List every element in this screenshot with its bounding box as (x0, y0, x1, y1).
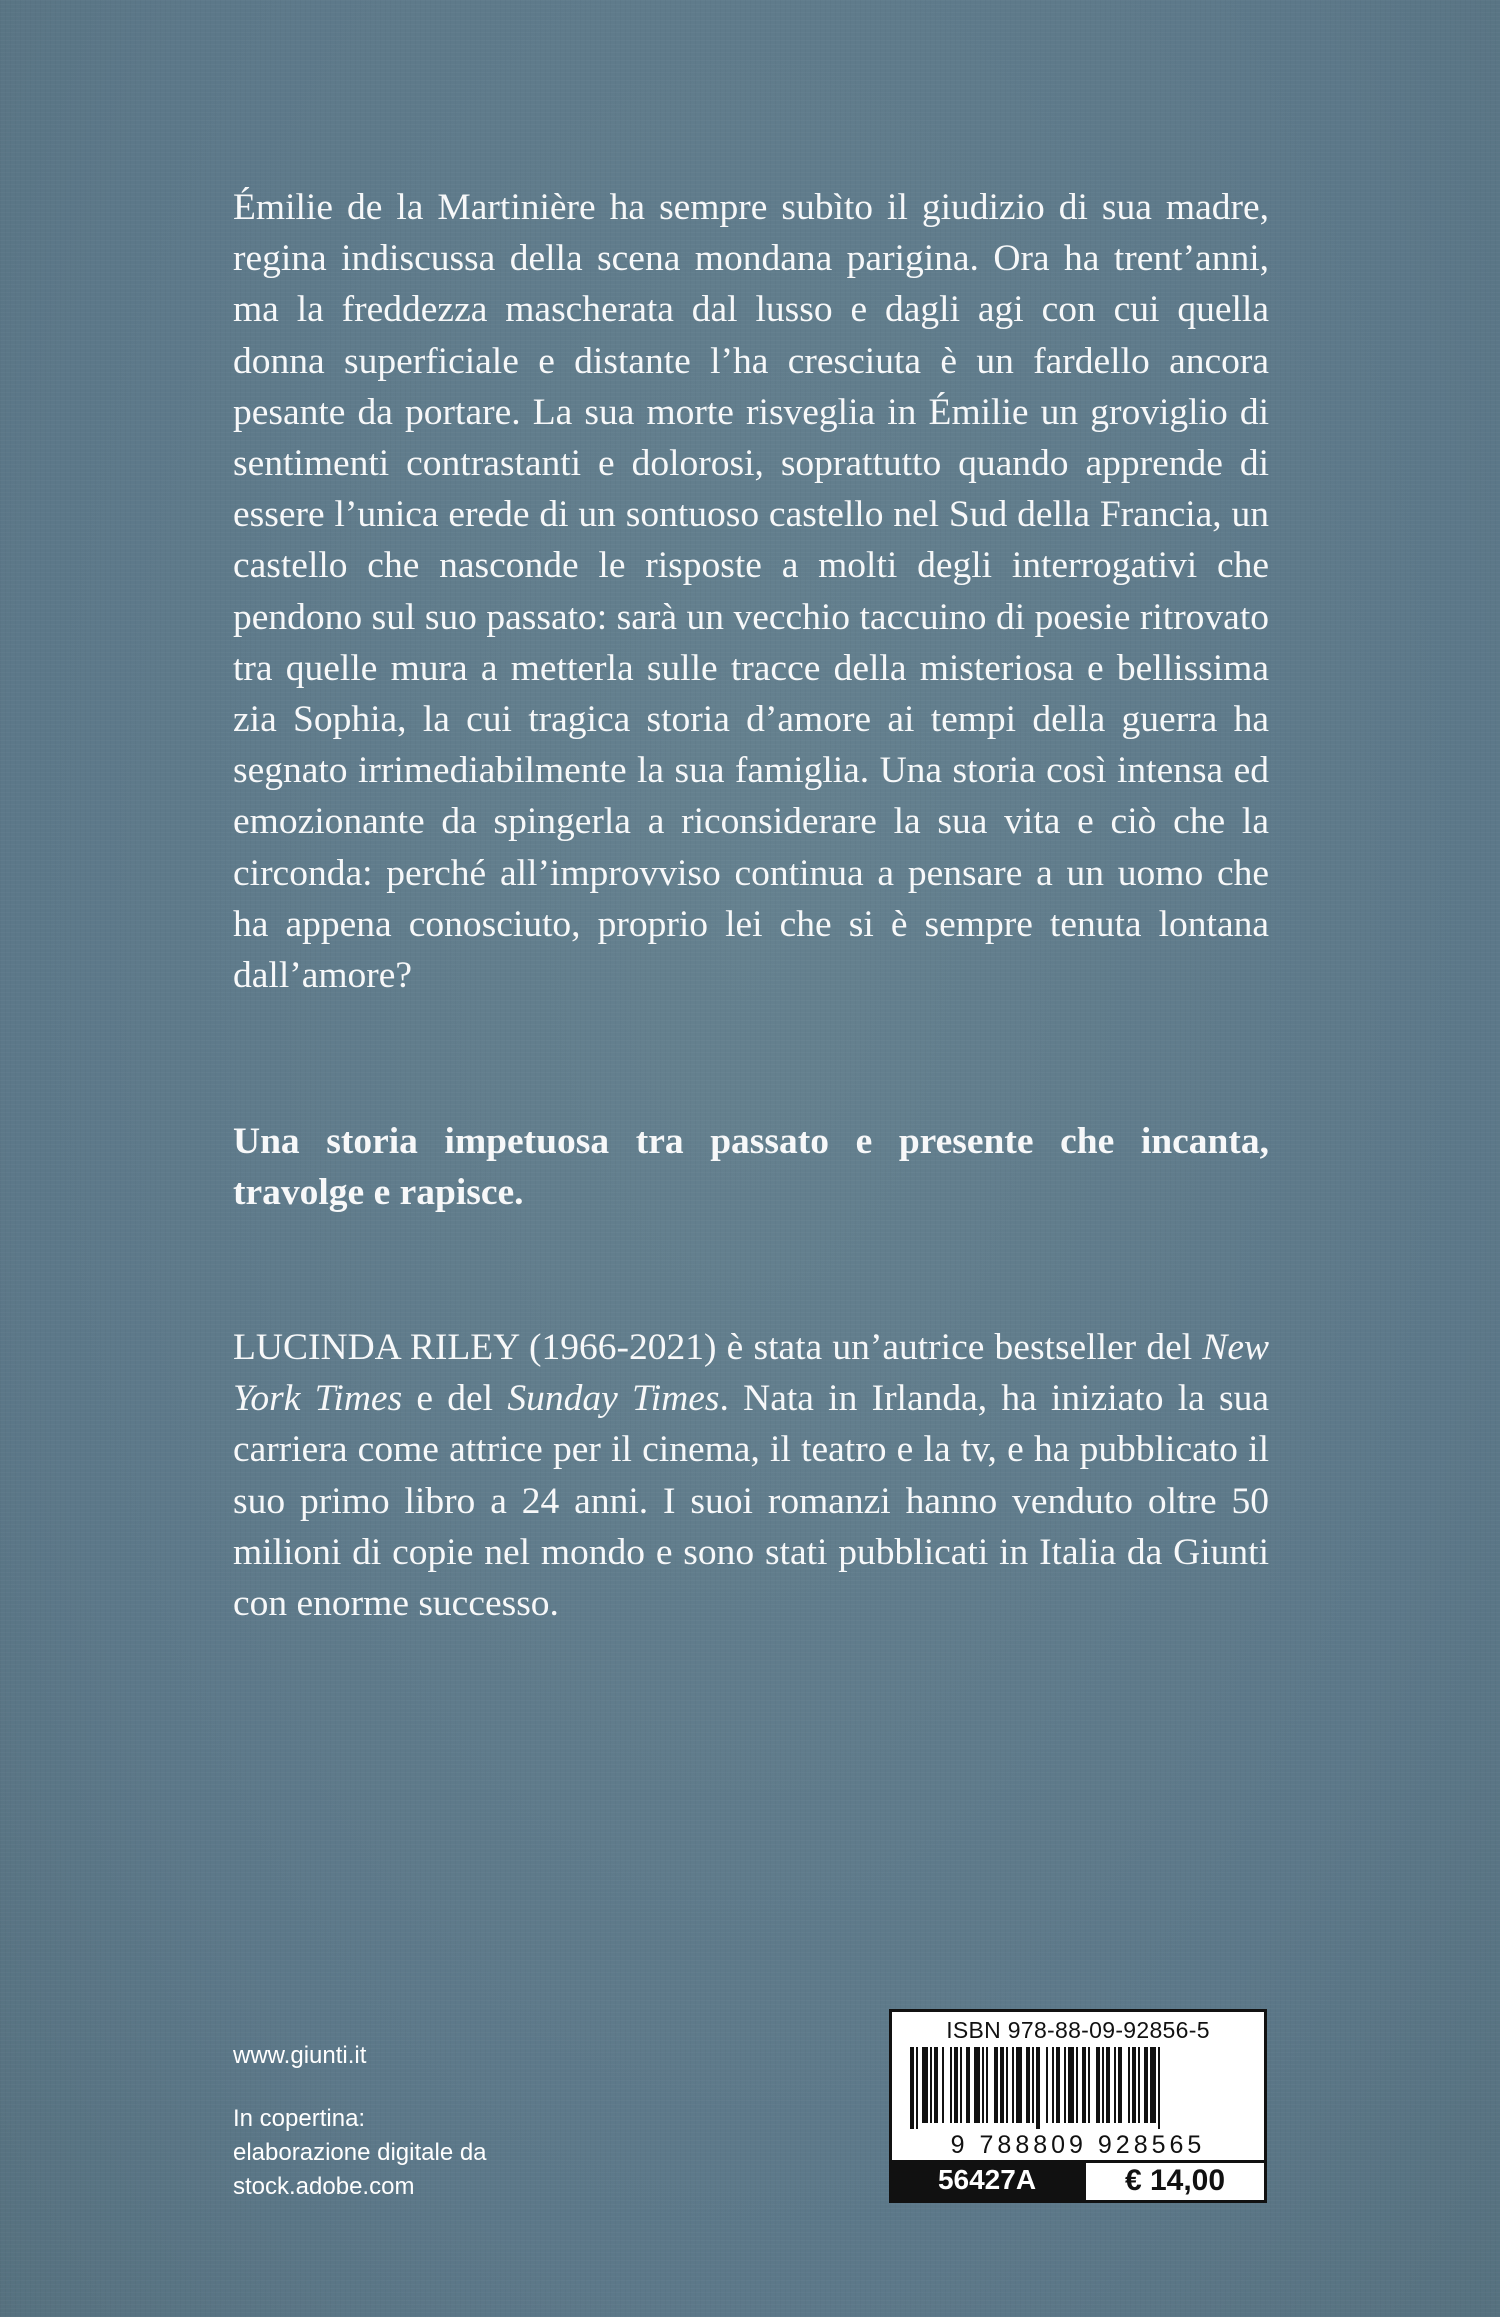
barcode-digits: 9 788809 928565 (950, 2131, 1206, 2159)
cover-credit-line: stock.adobe.com (233, 2173, 415, 2200)
author-bio-text: (1966-2021) è stata un’autrice bestseller del (518, 1327, 1203, 1368)
product-code: 56427A (892, 2160, 1082, 2200)
price-label: € 14,00 (1086, 2163, 1264, 2200)
barcode-box (889, 2009, 1267, 2203)
tagline: Una storia impetuosa tra passato e presente che incanta, travolge e rapisce. (233, 1121, 1269, 1214)
cover-credit-line: elaborazione digitale da (233, 2139, 487, 2166)
barcode-footer (892, 2160, 1264, 2200)
barcode-icon (906, 2047, 1250, 2129)
author-bio-text: . Nata in Irlanda, ha iniziato la sua carriera come attrice per il cinema, il teatro e la tv, e ha pubblicato il suo primo libro a 24 anni. I suoi romanzi hanno venduto oltre 50 milioni di copie nel mondo e sono stati pubblicati in Italia da Giunti con enorme successo. (233, 1378, 1269, 1625)
publisher-website[interactable]: www.giunti.it (233, 2042, 367, 2069)
newspaper-title: Sunday Times (507, 1378, 720, 1420)
author-name: LUCINDA RILEY (233, 1327, 519, 1368)
newspaper-title: New York Times (233, 1327, 1269, 1420)
cover-credit (233, 2102, 487, 2204)
author-bio-text: e del (402, 1378, 508, 1420)
isbn-label: ISBN 978-88-09-92856-5 (946, 2017, 1210, 2043)
cover-credit-line: In copertina: (233, 2105, 366, 2132)
author-bio (233, 1322, 1269, 1629)
synopsis-paragraph: Émilie de la Martinière ha sempre subìto il giudizio di sua madre, regina indiscussa della scena mondana parigina. Ora ha trent’anni, ma la freddezza mascherata dal lusso e dagli agi con cui quella donna superficiale e distante l’ha cresciuta è un fardello ancora pesante da portare. La sua morte risveglia in Émilie un groviglio di sentimenti contrastanti e dolorosi, soprattutto quando apprende di essere l’unica erede di un sontuoso castello nel Sud della Francia, un castello che nasconde le risposte a molti degli interrogativi che pendono sul suo passato: sarà un vecchio taccuino di poesie ritrovato tra quelle mura a metterla sulle tracce della misteriosa e bellissima zia Sophia, la cui tragica storia d’amore ai tempi della guerra ha segnato irrimediabilmente la sua famiglia. Una storia così intensa ed emozionante da spingerla a riconsiderare la sua vita e ciò che la circonda: perché all’improvviso continua a pensare a un uomo che ha appena conosciuto, proprio lei che si è sempre tenuta lontana dall’amore? (233, 187, 1269, 997)
